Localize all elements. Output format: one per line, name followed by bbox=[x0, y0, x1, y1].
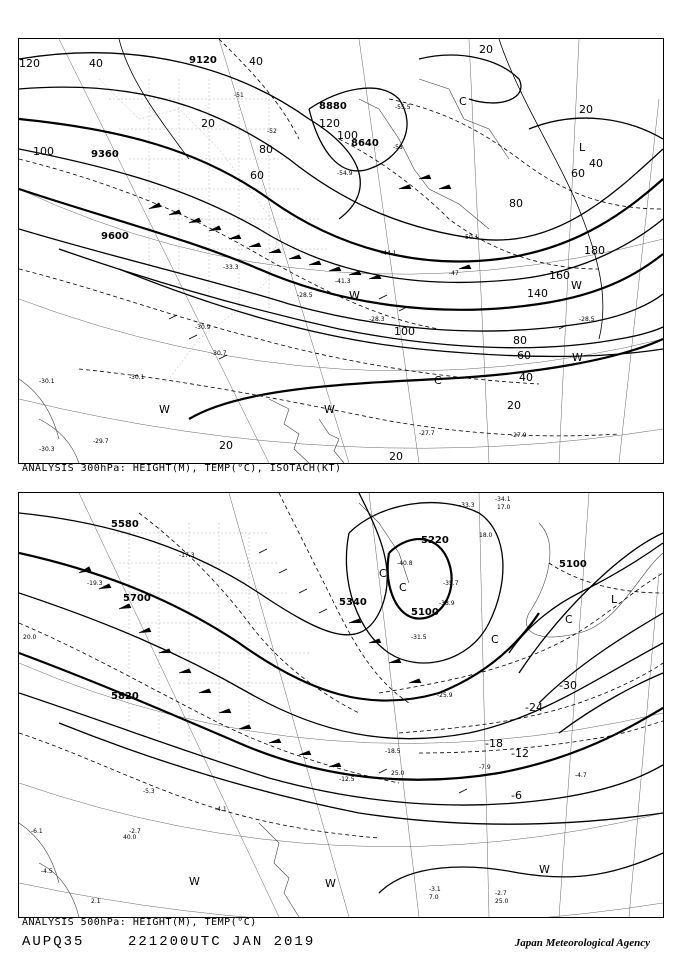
warm-marker: W bbox=[159, 403, 170, 416]
warm-marker: W bbox=[189, 875, 200, 888]
station-temp: -27.7 bbox=[419, 430, 435, 437]
analysis-300hpa-panel bbox=[18, 38, 664, 464]
cold-marker: C bbox=[565, 613, 573, 626]
isotach-label: 60 bbox=[517, 349, 531, 362]
station-temp: 17.0 bbox=[497, 504, 511, 511]
graticule bbox=[19, 493, 663, 917]
station-temp: 25.0 bbox=[391, 770, 405, 777]
station-temp: 20.0 bbox=[23, 634, 37, 641]
caption-300hpa: ANALYSIS 300hPa: HEIGHT(M), TEMP(°C), ISOTACH(KT) bbox=[22, 463, 342, 474]
station-temp: -5.3 bbox=[143, 788, 155, 795]
temp-contour-label: -24 bbox=[525, 701, 543, 714]
station-temp: -28.5 bbox=[297, 292, 313, 299]
isotach-label: 100 bbox=[337, 129, 358, 142]
cold-marker: C bbox=[459, 95, 467, 108]
station-temp: -38.9 bbox=[439, 600, 455, 607]
height-label-5580: 5580 bbox=[111, 519, 139, 530]
isotach-label: 40 bbox=[589, 157, 603, 170]
height-label-5220: 5220 bbox=[421, 535, 449, 546]
isotach-label: 60 bbox=[571, 167, 585, 180]
warm-marker: W bbox=[571, 279, 582, 292]
height-label-9360: 9360 bbox=[91, 149, 119, 160]
warm-marker: W bbox=[539, 863, 550, 876]
station-temp: -54.9 bbox=[337, 170, 353, 177]
station-temp: -2.7 bbox=[495, 890, 507, 897]
station-temp: -18.5 bbox=[385, 748, 401, 755]
station-temp: 25.0 bbox=[495, 898, 509, 905]
station-temp: -33.3 bbox=[459, 502, 475, 509]
station-temp: -27.9 bbox=[511, 432, 527, 439]
height-label-9600: 9600 bbox=[101, 231, 129, 242]
warm-marker: W bbox=[349, 289, 360, 302]
height-label-5100-east: 5100 bbox=[559, 559, 587, 570]
isotach-label: 100 bbox=[33, 145, 54, 158]
low-marker: L bbox=[611, 593, 618, 606]
station-temp: -33.3 bbox=[223, 264, 239, 271]
station-temp: -30.1 bbox=[39, 378, 55, 385]
isotach-label: 180 bbox=[584, 244, 605, 257]
product-id: AUPQ35 bbox=[22, 934, 85, 950]
station-temp: -30.3 bbox=[39, 446, 55, 453]
valid-time: 221200UTC JAN 2019 bbox=[128, 934, 316, 950]
station-temp: -30.1 bbox=[129, 374, 145, 381]
isotach-label: 120 bbox=[19, 57, 40, 70]
station-temp: 40.0 bbox=[123, 834, 137, 841]
station-temp: -41.3 bbox=[335, 278, 351, 285]
temperature-contours bbox=[19, 493, 663, 838]
station-temp: -25.9 bbox=[437, 692, 453, 699]
isotach-label: 120 bbox=[319, 117, 340, 130]
isotach-label: 20 bbox=[507, 399, 521, 412]
station-temp: -3.1 bbox=[429, 886, 441, 893]
cold-marker: C bbox=[434, 374, 442, 387]
station-temp: -4.1 bbox=[215, 806, 227, 813]
warm-marker: W bbox=[572, 351, 583, 364]
analysis-300hpa-map bbox=[19, 39, 663, 463]
station-temp: 18.0 bbox=[479, 532, 493, 539]
station-temp: -6.1 bbox=[31, 828, 43, 835]
station-temp: -40.8 bbox=[397, 560, 413, 567]
station-temp: -44.1 bbox=[381, 250, 397, 257]
agency-name: Japan Meteorological Agency bbox=[514, 937, 650, 949]
height-label-9120: 9120 bbox=[189, 55, 217, 66]
height-label-8880: 8880 bbox=[319, 101, 347, 112]
low-marker: L bbox=[579, 141, 586, 154]
station-temp: -35.7 bbox=[443, 580, 459, 587]
cold-marker: C bbox=[399, 581, 407, 594]
station-temp: -31.5 bbox=[411, 634, 427, 641]
analysis-500hpa-panel bbox=[18, 492, 664, 918]
isotach-label: 20 bbox=[219, 439, 233, 452]
isotach-label: 20 bbox=[479, 43, 493, 56]
height-label-5340: 5340 bbox=[339, 597, 367, 608]
isotach-label: 100 bbox=[394, 325, 415, 338]
station-temp: -30.9 bbox=[195, 324, 211, 331]
station-temp: -52 bbox=[267, 128, 277, 135]
isotach-label: 60 bbox=[250, 169, 264, 182]
warm-marker: W bbox=[324, 403, 335, 416]
station-temp: -4.5 bbox=[41, 868, 53, 875]
station-temp: -29.7 bbox=[93, 438, 109, 445]
station-temp: -58 bbox=[393, 144, 403, 151]
station-temp: -2.7 bbox=[129, 828, 141, 835]
temp-contour-label: -18 bbox=[485, 737, 503, 750]
station-temp: -4.7 bbox=[575, 772, 587, 779]
isotach-label: 80 bbox=[509, 197, 523, 210]
station-temp: -28.3 bbox=[369, 316, 385, 323]
temp-contour-label: -12 bbox=[511, 747, 529, 760]
isotach-label: 20 bbox=[579, 103, 593, 116]
isotach-label: 140 bbox=[527, 287, 548, 300]
isotach-label: 20 bbox=[389, 450, 403, 463]
isotach-label: 40 bbox=[519, 371, 533, 384]
warm-marker: W bbox=[325, 877, 336, 890]
temp-contour-label: -6 bbox=[511, 789, 522, 802]
station-temp: -19.3 bbox=[87, 580, 103, 587]
station-temp: 2.1 bbox=[91, 898, 101, 905]
temp-contour-label: -30 bbox=[559, 679, 577, 692]
cold-marker: C bbox=[491, 633, 499, 646]
station-temp: -12.5 bbox=[339, 776, 355, 783]
station-temp: -30.7 bbox=[211, 350, 227, 357]
station-temp: -47 bbox=[449, 270, 459, 277]
height-label-5100: 5100 bbox=[411, 607, 439, 618]
station-temp: -34.1 bbox=[495, 496, 511, 503]
analysis-500hpa-map bbox=[19, 493, 663, 917]
station-temp: -28.5 bbox=[579, 316, 595, 323]
isotach-label: 80 bbox=[513, 334, 527, 347]
isotach-label: 80 bbox=[259, 143, 273, 156]
height-label-8640: 8640 bbox=[351, 138, 379, 149]
height-label-5820: 5820 bbox=[111, 691, 139, 702]
station-temp: 7.0 bbox=[429, 894, 439, 901]
station-temp: -17.3 bbox=[179, 552, 195, 559]
isotach-label: 160 bbox=[549, 269, 570, 282]
isotach-label: 20 bbox=[201, 117, 215, 130]
height-label-5700: 5700 bbox=[123, 593, 151, 604]
caption-500hpa: ANALYSIS 500hPa: HEIGHT(M), TEMP(°C) bbox=[22, 917, 257, 928]
land-hatch bbox=[109, 523, 319, 753]
isotach-label: 40 bbox=[89, 57, 103, 70]
station-temp: -55.5 bbox=[395, 104, 411, 111]
station-temp: -7.9 bbox=[479, 764, 491, 771]
station-temp: -51 bbox=[234, 92, 244, 99]
station-temp: -50.1 bbox=[463, 234, 479, 241]
isotach-label: 40 bbox=[249, 55, 263, 68]
cold-marker: C bbox=[379, 567, 387, 580]
